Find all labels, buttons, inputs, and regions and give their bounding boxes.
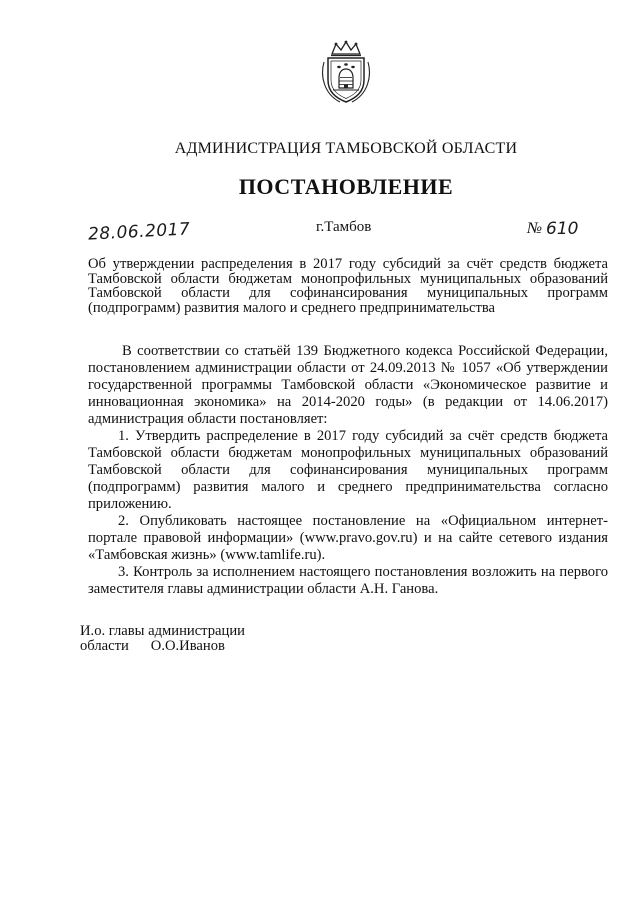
document-date: 28.06.2017 <box>87 219 191 245</box>
preamble-paragraph: В соответствии со статьёй 139 Бюджетного кодекса Российской Федерации, постановлением администрации области от 24.09.2013 № 1057 «Об утверждении государственной программы Тамбовской области «Экономическое развитие и инновационная экономика» на 2014-2020 годы» (в редакции от 14.06.2017) администрация области постановляет: <box>88 343 608 427</box>
coat-of-arms-icon <box>318 40 374 106</box>
document-type-title: ПОСТАНОВЛЕНИЕ <box>238 174 454 199</box>
signatory-position: И.о. главы администрации <box>80 623 245 639</box>
organization-name: АДМИНИСТРАЦИЯ ТАМБОВСКОЙ ОБЛАСТИ <box>174 140 518 157</box>
document-subject: Об утверждении распределения в 2017 году субсидий за счёт средств бюджета Тамбовской области бюджетам монопрофильных муниципальных образований Тамбовской области для софинансирования муниципальных программ (подпрограмм) развития малого и среднего предпринимательства <box>88 256 608 316</box>
resolution-item-2: 2. Опубликовать настоящее постановление на «Официальном интернет-портале правовой информации» (www.pravo.gov.ru) и на сайте сетевого издания «Тамбовская жизнь» (www.tamlife.ru). <box>88 513 608 563</box>
resolution-item-3: 3. Контроль за исполнением настоящего постановления возложить на первого заместителя главы администрации области А.Н. Ганова. <box>88 564 608 597</box>
document-body <box>88 343 608 598</box>
signature-block <box>80 624 245 654</box>
document-city: г.Тамбов <box>316 219 372 235</box>
document-number-label: № <box>527 220 543 237</box>
resolution-item-1: 1. Утвердить распределение в 2017 году субсидий за счёт средств бюджета Тамбовской области бюджетам монопрофильных муниципальных образований Тамбовской области для софинансирования муниципальных программ (подпрограмм) развития малого и среднего предпринимательства согласно приложению. <box>88 428 608 512</box>
document-number: 610 <box>546 219 579 239</box>
signatory-name: О.О.Иванов <box>150 638 225 654</box>
signatory-position-region: области <box>80 638 129 654</box>
